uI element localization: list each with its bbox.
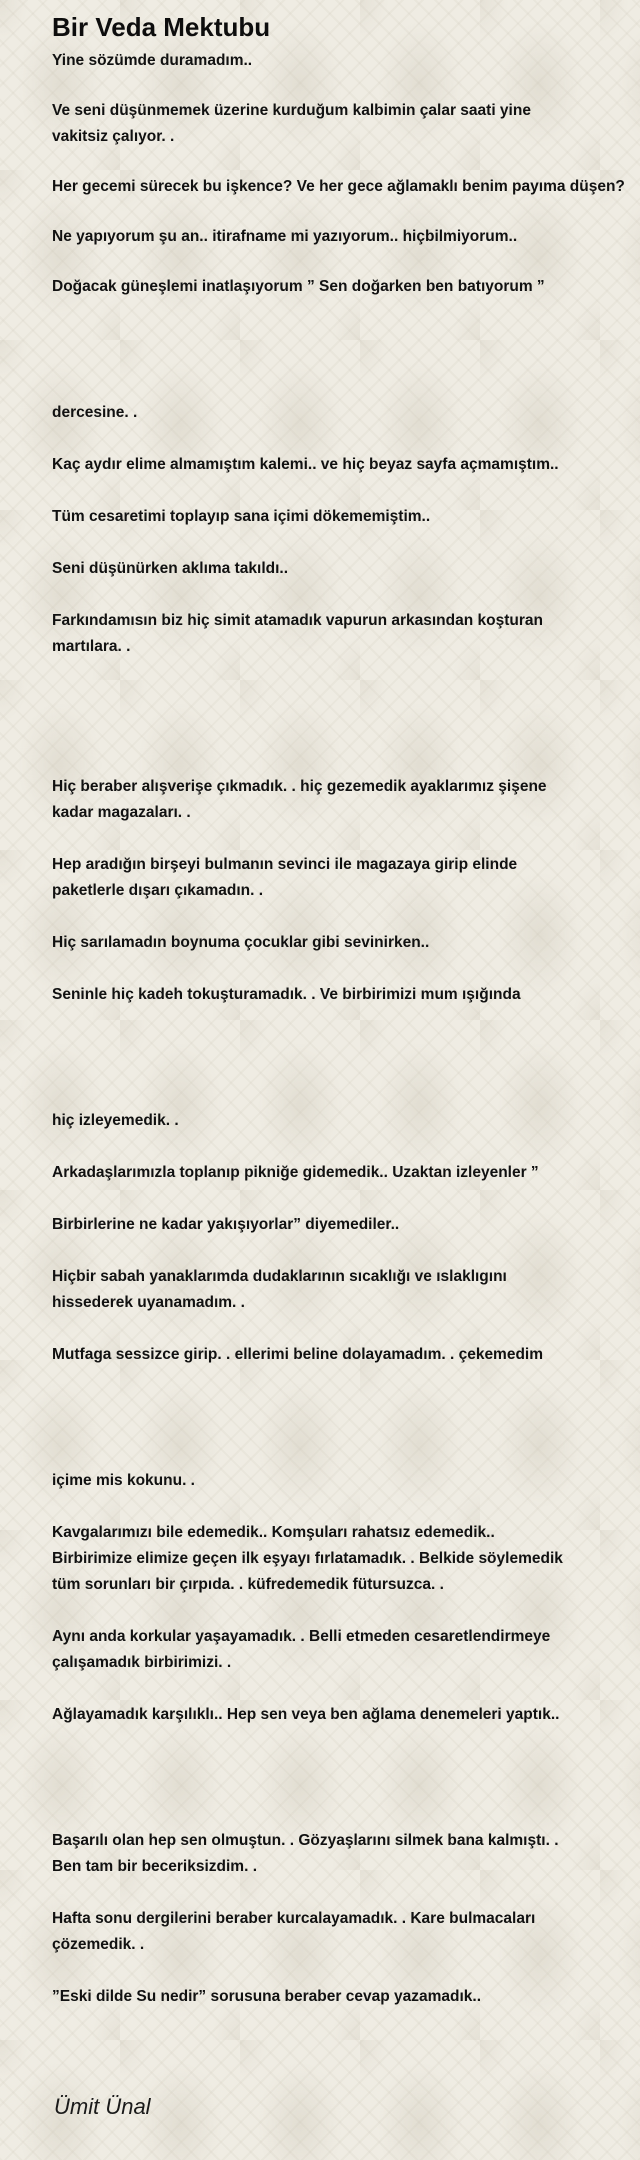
poem-paragraph: Seninle hiç kadeh tokuşturamadık. . Ve birbirimizi mum ışığında xyxy=(52,986,521,1003)
poem-paragraph: Kavgalarımızı bile edemedik.. Komşuları rahatsız edemedik.. Birbirimize elimize geçen ilk eşyayı fırlatamadık. . Belkide söylemedik tüm sorunları bir çırpıda. . küfredemedik fütursuzca. . xyxy=(52,1524,563,1593)
poem-paragraph: Aynı anda korkular yaşayamadık. . Belli etmeden cesaretlendirmeye çalışamadık birbirimizi. . xyxy=(52,1628,551,1671)
poem-paragraph: Ve seni düşünmemek üzerine kurduğum kalbimin çalar saati yine vakitsiz çalıyor. . xyxy=(52,102,531,145)
poem-page xyxy=(52,10,640,2010)
poem-paragraph: Arkadaşlarımızla toplanıp pikniğe gidemedik.. Uzaktan izleyenler ” xyxy=(52,1164,539,1181)
poem-paragraph: Farkındamısın biz hiç simit atamadık vapurun arkasından koşturan martılara. . xyxy=(52,612,543,655)
poem-paragraph: hiç izleyemedik. . xyxy=(52,1112,179,1129)
poem-paragraph: Hiç sarılamadın boynuma çocuklar gibi sevinirken.. xyxy=(52,934,430,951)
poem-paragraph: Başarılı olan hep sen olmuştun. . Gözyaşlarını silmek bana kalmıştı. . Ben tam bir beceriksizdim. . xyxy=(52,1832,559,1875)
poem-paragraph: Kaç aydır elime almamıştım kalemi.. ve hiç beyaz sayfa açmamıştım.. xyxy=(52,456,559,473)
poem-paragraph: Ne yapıyorum şu an.. itirafname mi yazıyorum.. hiçbilmiyorum.. xyxy=(52,228,518,245)
poem-paragraph: Ağlayamadık karşılıklı.. Hep sen veya ben ağlama denemeleri yaptık.. xyxy=(52,1706,560,1723)
poem-paragraph: Her gecemi sürecek bu işkence? Ve her gece ağlamaklı benim payıma düşen? xyxy=(52,178,625,195)
poem-paragraph: Seni düşünürken aklıma takıldı.. xyxy=(52,560,289,577)
poem-paragraph: Hiçbir sabah yanaklarımda dudaklarının sıcaklığı ve ıslaklıgını hissederek uyanamadım. . xyxy=(52,1268,507,1311)
poem-paragraph: Yine sözümde duramadım.. xyxy=(52,52,253,69)
poem-paragraph: Tüm cesaretimi toplayıp sana içimi dökememiştim.. xyxy=(52,508,431,525)
poem-paragraph: Hafta sonu dergilerini beraber kurcalayamadık. . Kare bulmacaları çözemedik. . xyxy=(52,1910,536,1953)
poem-paragraph: Hiç beraber alışverişe çıkmadık. . hiç gezemedik ayaklarımız şişene kadar magazaları. . xyxy=(52,778,547,821)
poem-paragraph: içime mis kokunu. . xyxy=(52,1472,195,1489)
poem-title: Bir Veda Mektubu xyxy=(52,12,271,42)
poem-paragraph: ”Eski dilde Su nedir” sorusuna beraber cevap yazamadık.. xyxy=(52,1988,481,2005)
poem-paragraph: Mutfaga sessizce girip. . ellerimi beline dolayamadım. . çekemedim xyxy=(52,1346,544,1363)
poem-paragraph: Doğacak güneşlemi inatlaşıyorum ” Sen doğarken ben batıyorum ” xyxy=(52,278,545,295)
poem-paragraph: Hep aradığın birşeyi bulmanın sevinci ile magazaya girip elinde paketlerle dışarı çıkamadın. . xyxy=(52,856,518,899)
author-signature: Ümit Ünal xyxy=(54,2094,151,2119)
poem-paragraph: dercesine. . xyxy=(52,404,138,421)
poem-paragraph: Birbirlerine ne kadar yakışıyorlar” diyemediler.. xyxy=(52,1216,400,1233)
